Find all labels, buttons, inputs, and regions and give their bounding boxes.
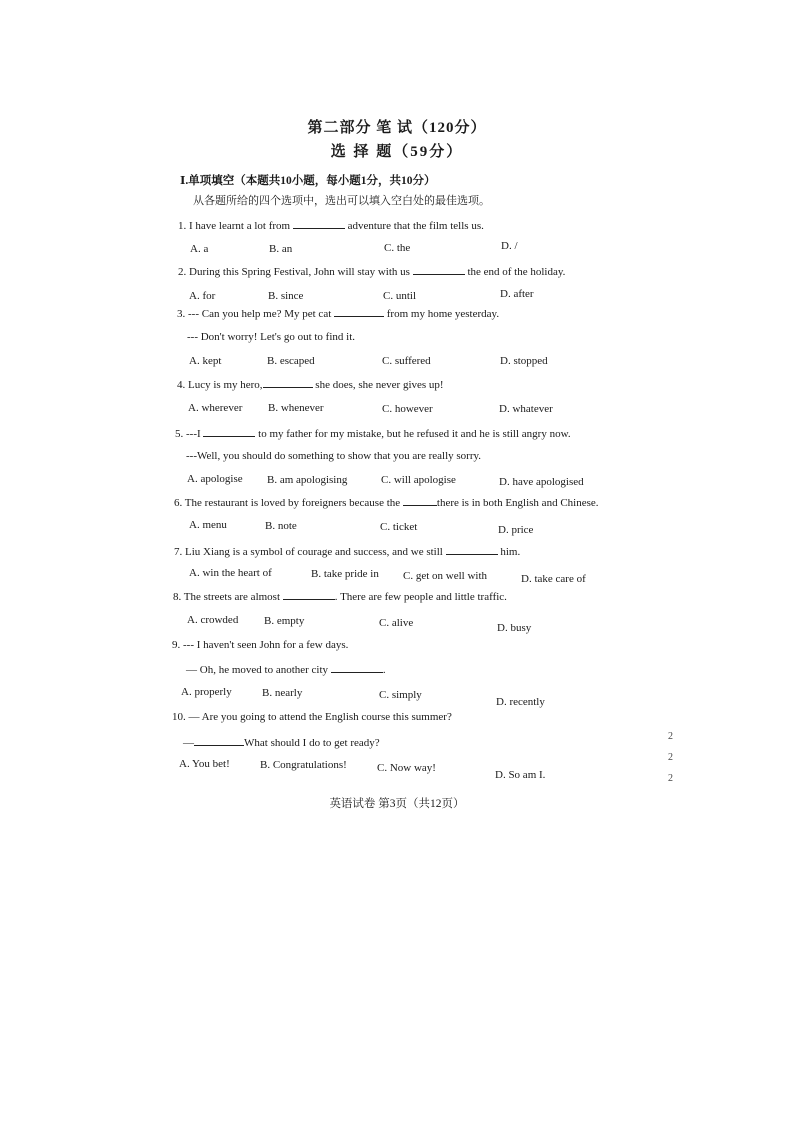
answer-blank xyxy=(446,545,498,555)
option-4a: A. wherever xyxy=(188,402,243,414)
option-2c: C. until xyxy=(383,290,417,302)
question-7-text: 7. Liu Xiang is a symbol of courage and success, and we still xyxy=(174,546,443,558)
option-9b: B. nearly xyxy=(262,687,303,699)
question-2 xyxy=(178,265,565,278)
question-3-text-end: from my home yesterday. xyxy=(386,308,500,320)
answer-blank xyxy=(194,736,244,746)
option-6b: B. note xyxy=(265,520,297,532)
question-9-line2 xyxy=(186,663,386,676)
question-6 xyxy=(174,496,599,509)
option-3a: A. kept xyxy=(189,355,222,367)
question-10-line2-end: What should I do to get ready? xyxy=(244,737,380,749)
answer-blank xyxy=(203,427,255,437)
option-1c: C. the xyxy=(384,242,411,254)
option-9c: C. simply xyxy=(379,689,422,701)
question-9: 9. --- I haven't seen John for a few days. xyxy=(172,639,349,651)
answer-blank xyxy=(331,663,383,673)
question-3 xyxy=(177,307,499,320)
question-3-line2: --- Don't worry! Let's go out to find it. xyxy=(187,331,356,343)
option-8c: C. alive xyxy=(379,617,414,629)
option-3d: D. stopped xyxy=(500,355,548,367)
option-4b: B. whenever xyxy=(268,402,324,414)
option-6c: C. ticket xyxy=(380,521,418,533)
option-9a: A. properly xyxy=(181,686,232,698)
section-instruction: 从各题所给的四个选项中，选出可以填入空白处的最佳选项。 xyxy=(193,195,490,207)
option-6d: D. price xyxy=(498,524,534,536)
question-5-text-end: to my father for my mistake, but he refused it and he is still angry now. xyxy=(258,428,571,440)
option-8d: D. busy xyxy=(497,622,532,634)
question-3-text: 3. --- Can you help me? My pet cat xyxy=(177,308,332,320)
option-2d: D. after xyxy=(500,288,534,300)
option-3b: B. escaped xyxy=(267,355,315,367)
answer-blank xyxy=(263,378,313,388)
question-4-text: 4. Lucy is my hero, xyxy=(177,379,263,391)
edge-mark: 2 xyxy=(668,773,673,784)
question-7 xyxy=(174,545,520,558)
question-4 xyxy=(177,378,444,391)
question-8 xyxy=(173,590,507,603)
question-1-text-end: adventure that the film tells us. xyxy=(347,220,484,232)
edge-mark: 2 xyxy=(668,752,673,763)
question-1 xyxy=(178,219,484,232)
answer-blank xyxy=(413,265,465,275)
option-6a: A. menu xyxy=(189,519,227,531)
question-8-text: 8. The streets are almost xyxy=(173,591,281,603)
question-9-line2-text: — Oh, he moved to another city xyxy=(186,664,329,676)
question-5 xyxy=(175,427,571,440)
question-2-text: 2. During this Spring Festival, John will stay with us xyxy=(178,266,410,278)
option-5a: A. apologise xyxy=(187,473,243,485)
option-7c: C. get on well with xyxy=(403,570,488,582)
option-2b: B. since xyxy=(268,290,304,302)
option-10b: B. Congratulations! xyxy=(260,759,347,771)
option-5d: D. have apologised xyxy=(499,476,584,488)
section-heading: Ⅰ.单项填空（本题共10小题，每小题1分，共10分） xyxy=(180,175,436,187)
answer-blank xyxy=(283,590,335,600)
option-10c: C. Now way! xyxy=(377,762,436,774)
option-10d: D. So am I. xyxy=(495,769,546,781)
option-9d: D. recently xyxy=(496,696,545,708)
option-8b: B. empty xyxy=(264,615,305,627)
option-7a: A. win the heart of xyxy=(189,567,272,579)
option-4c: C. however xyxy=(382,403,433,415)
option-7d: D. take care of xyxy=(521,573,586,585)
answer-blank xyxy=(293,219,345,229)
option-7b: B. take pride in xyxy=(311,568,379,580)
question-4-text-end: she does, she never gives up! xyxy=(315,379,444,391)
option-10a: A. You bet! xyxy=(179,758,230,770)
edge-mark: 2 xyxy=(668,731,673,742)
question-1-text: 1. I have learnt a lot from xyxy=(178,220,291,232)
question-10-line2 xyxy=(183,736,380,749)
option-2a: A. for xyxy=(189,290,216,302)
option-5c: C. will apologise xyxy=(381,474,456,486)
question-10: 10. — Are you going to attend the English course this summer? xyxy=(172,711,452,723)
option-5b: B. am apologising xyxy=(267,474,348,486)
option-8a: A. crowded xyxy=(187,614,239,626)
page-footer: 英语试卷 第3页（共12页） xyxy=(329,798,465,810)
question-6-text: 6. The restaurant is loved by foreigners because the xyxy=(174,497,401,509)
answer-blank xyxy=(334,307,384,317)
option-3c: C. suffered xyxy=(382,355,431,367)
answer-blank xyxy=(403,496,437,506)
question-6-text-end: there is in both English and Chinese. xyxy=(436,497,599,509)
question-9-line2-end: . xyxy=(382,664,386,676)
page-title: 第二部分 笔 试（120分） xyxy=(307,120,487,136)
page-subtitle: 选 择 题（59分） xyxy=(330,144,464,160)
option-1a: A. a xyxy=(190,243,209,255)
option-4d: D. whatever xyxy=(499,403,553,415)
question-7-text-end: him. xyxy=(500,546,521,558)
question-8-text-end: . There are few people and little traffic. xyxy=(334,591,507,603)
option-1d: D. / xyxy=(501,240,518,252)
question-5-line2: ---Well, you should do something to show that you are really sorry. xyxy=(186,450,482,462)
question-5-text: 5. ---I xyxy=(175,428,201,440)
question-10-line2-text: — xyxy=(183,737,194,749)
option-1b: B. an xyxy=(269,243,293,255)
question-2-text-end: the end of the holiday. xyxy=(467,266,566,278)
